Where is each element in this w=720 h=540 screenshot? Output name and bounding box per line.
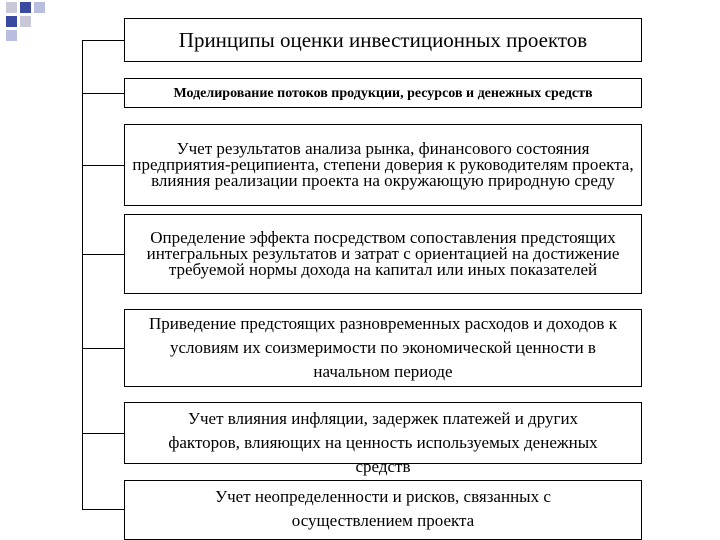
principle-box-4 (124, 309, 642, 387)
principle-text-5: Учет влияния инфляции, задержек платежей и других факторов, влияющих на ценность используемых денежных средств (168, 409, 598, 476)
square-decoration (34, 2, 45, 13)
principle-box-6 (124, 480, 642, 540)
principle-text-6: Учет неопределенности и рисков, связанных с осуществлением проекта (215, 487, 551, 530)
connector-vertical-line (82, 40, 83, 510)
connector-branch-4 (82, 348, 124, 349)
diagram-title: Принципы оценки инвестиционных проектов (178, 27, 588, 52)
connector-branch-title (82, 40, 124, 41)
square-decoration (20, 16, 31, 27)
principle-text-1: Моделирование потоков продукции, ресурсов и денежных средств (173, 86, 593, 101)
connector-branch-6 (82, 509, 124, 510)
connector-branch-2 (82, 165, 124, 166)
principle-box-1 (124, 78, 642, 108)
connector-branch-5 (82, 433, 124, 434)
square-decoration (6, 30, 17, 41)
square-decoration (6, 2, 17, 13)
corner-squares-decoration (0, 0, 60, 60)
principle-text-4: Приведение предстоящих разновременных расходов и доходов к условиям их соизмеримости по экономической ценности в начальном периоде (149, 314, 617, 381)
principle-box-5 (124, 402, 642, 476)
square-decoration (6, 16, 17, 27)
connector-branch-3 (82, 254, 124, 255)
square-decoration (20, 2, 31, 13)
principle-text-3: Определение эффекта посредством сопоставления предстоящих интегральных результатов и затрат с ориентацией на достижение требуемой нормы дохода на капитал или иных показателей (146, 228, 620, 279)
principle-box-2 (124, 124, 642, 206)
connector-branch-1 (82, 93, 124, 94)
principle-box-3 (124, 214, 642, 294)
principle-text-2: Учет результатов анализа рынка, финансового состояния предприятия-реципиента, степени доверия к руководителям проекта, влияния реализации проекта на окружающую природную среду (132, 139, 634, 190)
diagram-title-box (124, 18, 642, 62)
